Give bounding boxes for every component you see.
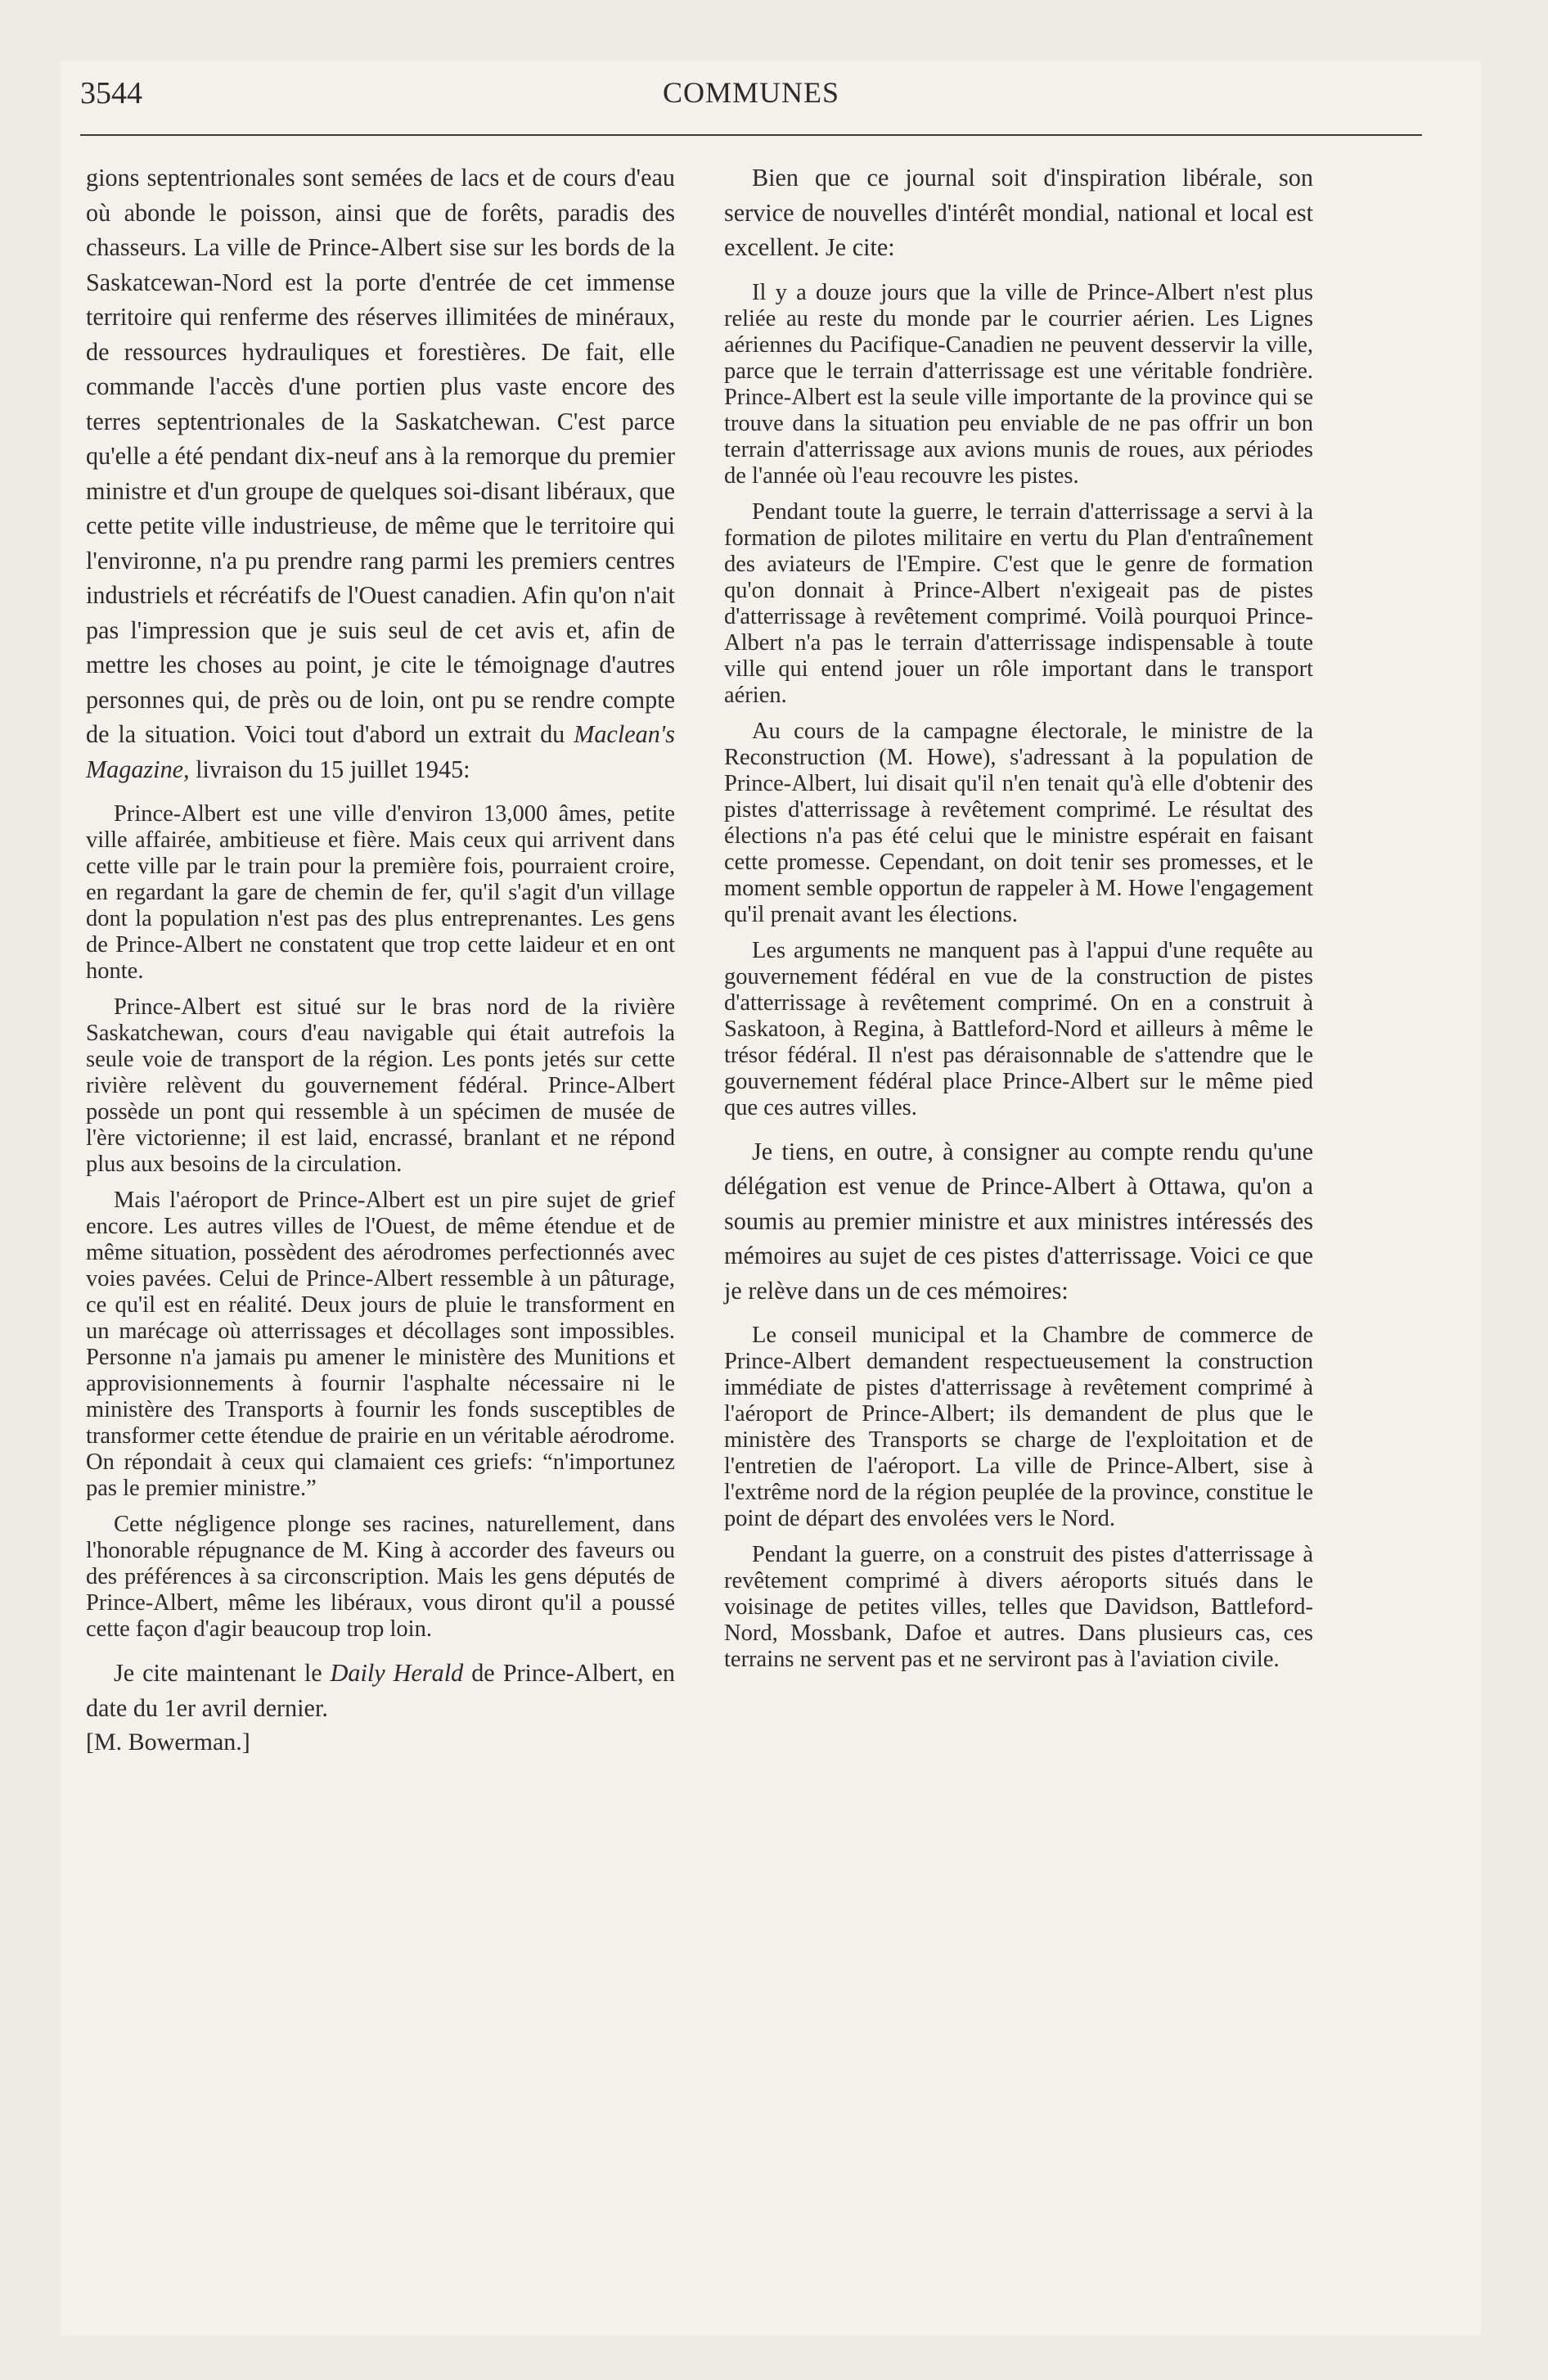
quote-paragraph: Pendant toute la guerre, le terrain d'atterrissage a servi à la formation de pilotes militaire en vertu du Plan d'entraînement des aviateurs de l'Empire. C'est que le genre de formation qu'on donnait à Prince-Albert n'exigeait pas de pistes d'atterrissage à revêtement comprimé. Voilà pourquoi Prince-Albert n'a pas le terrain d'atterrissage indispensable à toute ville qui entend jouer un rôle important dans le transport aérien. xyxy=(724,498,1313,708)
speaker-attribution: [M. Bowerman.] xyxy=(86,1729,250,1756)
quote-paragraph: Les arguments ne manquent pas à l'appui d'une requête au gouvernement fédéral en vue de la construction de pistes d'atterrissage à revêtement comprimé. On en a construit à Saskatoon, à Regina, à Battleford-Nord et ailleurs à même le trésor fédéral. Il n'est pas déraisonnable de s'attendre que le gouvernement fédéral place Prince-Albert sur le même pied que ces autres villes. xyxy=(724,937,1313,1120)
right-column xyxy=(724,160,1313,1673)
paragraph xyxy=(86,1656,675,1725)
paragraph: Bien que ce journal soit d'inspiration libérale, son service de nouvelles d'intérêt mondial, national et local est excellent. Je cite: xyxy=(724,164,1313,261)
paragraph-text: gions septentrionales sont semées de lacs et de cours d'eau où abonde le poisson, ainsi que de forêts, paradis des chasseurs. La ville de Prince-Albert sise sur les bords de la Saskatcewan-Nord est la porte d'entrée de cet immense territoire qui renferme des réserves illimitées de minéraux, de ressources hydrauliques et forestières. De fait, elle commande l'accès d'une portien plus vaste encore des terres septentrionales de la Saskatchewan. C'est parce qu'elle a été pendant dix-neuf ans à la remorque du premier ministre et d'un groupe de quelques soi-disant libéraux, que cette petite ville industrieuse, de même que le territoire qui l'environne, n'a pu prendre rang parmi les premiers centres industriels et récréatifs de l'Ouest canadien. Afin qu'on n'ait pas l'impression que je suis seul de cet avis et, afin de mettre les choses au point, je cite le témoignage d'autres personnes qui, de près ou de loin, ont pu se rendre compte de la situation. Voici tout d'abord un extrait du xyxy=(86,164,675,748)
header-rule xyxy=(80,134,1422,136)
quote-paragraph: Il y a douze jours que la ville de Prince-Albert n'est plus reliée au reste du monde par le courrier aérien. Les Lignes aériennes du Pacifique-Canadien ne peuvent desservir la ville, parce que le terrain d'atterrissage est une véritable fondrière. Prince-Albert est la seule ville importante de la province qui se trouve dans la situation peu enviable de ne pas offrir un bon terrain d'atterrissage aux avions munis de roues, aux périodes de l'année où l'eau recouvre les pistes. xyxy=(724,279,1313,489)
paragraph xyxy=(86,160,675,787)
page-title: COMMUNES xyxy=(662,76,840,109)
page-number: 3544 xyxy=(80,76,142,110)
quote-paragraph: Au cours de la campagne électorale, le ministre de la Reconstruction (M. Howe), s'adressant à la population de Prince-Albert, lui disait qu'il n'en tenait qu'à elle d'obtenir des pistes d'atterrissage à revêtement comprimé. Le résultat des élections n'a pas été celui que le ministre espérait en faisant cette promesse. Cependant, on doit tenir ses promesses, et le moment semble opportun de rappeler à M. Howe l'engagement qu'il prenait avant les élections. xyxy=(724,718,1313,927)
quote-paragraph: Mais l'aéroport de Prince-Albert est un pire sujet de grief encore. Les autres villes de l'Ouest, de même étendue et de même situation, possèdent des aérodromes perfectionnés avec voies pavées. Celui de Prince-Albert ressemble à un pâturage, ce qu'il est en réalité. Deux jours de pluie le transforment en un marécage où atterrissages et décollages sont impossibles. Personne n'a jamais pu amener le ministère des Munitions et approvisionnements à fournir l'asphalte nécessaire ni le ministère des Transports à fournir les fonds susceptibles de transformer cette étendue de prairie en un véritable aérodrome. On répondait à ceux qui clamaient ces griefs: “n'importunez pas le premier ministre.” xyxy=(86,1188,675,1501)
magazine-title: Maclean's Magazine, xyxy=(86,720,676,783)
quote-paragraph: Pendant la guerre, on a construit des pistes d'atterrissage à revêtement comprimé à divers aéroports situés dans le voisinage de petites villes, telles que Davidson, Battleford-Nord, Mossbank, Dafoe et autres. Dans plusieurs cas, ces terrains ne servent pas et ne serviront pas à l'aviation civile. xyxy=(724,1542,1313,1672)
quote-paragraph: Prince-Albert est une ville d'environ 13,000 âmes, petite ville affairée, ambitieuse et fière. Mais ceux qui arrivent dans cette ville par le train pour la première fois, pourraient croire, en regardant la gare de chemin de fer, qu'il s'agit d'un village dont la population n'est pas des plus entreprenantes. Les gens de Prince-Albert ne constatent que trop cette laideur et en ont honte. xyxy=(86,801,675,984)
newspaper-title: Daily Herald xyxy=(330,1659,464,1687)
paragraph-text: de Prince-Albert, en date du 1er avril dernier. xyxy=(86,1659,676,1722)
page-header xyxy=(80,75,1422,124)
quote-paragraph: Le conseil municipal et la Chambre de commerce de Prince-Albert demandent respectueusement la construction immédiate de pistes d'atterrissage à revêtement comprimé à l'aéroport de Prince-Albert; ils demandent de plus que le ministère des Transports se charge de l'exploitation et de l'entretien de l'aéroport. La ville de Prince-Albert, sise à l'extrême nord de la région peuplée de la province, constitue le point de départ des envolées vers le Nord. xyxy=(724,1323,1313,1531)
paragraph-text: Je cite maintenant le xyxy=(114,1659,322,1687)
quote-paragraph: Prince-Albert est situé sur le bras nord de la rivière Saskatchewan, cours d'eau navigable qui était autrefois la seule voie de transport de la région. Les ponts jetés sur cette rivière relèvent du gouvernement fédéral. Prince-Albert possède un pont qui ressemble à un spécimen de musée de l'ère victorienne; il est laid, encrassé, branlant et ne répond plus aux besoins de la circulation. xyxy=(86,994,675,1177)
left-column xyxy=(86,160,675,1760)
paragraph-text: livraison du 15 juillet 1945: xyxy=(196,755,470,783)
paragraph: Je tiens, en outre, à consigner au compte rendu qu'une délégation est venue de Prince-Albert à Ottawa, qu'on a soumis au premier ministre et aux ministres intéressés des mémoires au sujet de ces pistes d'atterrissage. Voici ce que je relève dans un de ces mémoires: xyxy=(724,1137,1313,1305)
quote-paragraph: Cette négligence plonge ses racines, naturellement, dans l'honorable répugnance de M. King à accorder des faveurs ou des préférences à sa circonscription. Mais les gens députés de Prince-Albert, même les libéraux, vous diront qu'il a poussé cette façon d'agir beaucoup trop loin. xyxy=(86,1512,675,1642)
